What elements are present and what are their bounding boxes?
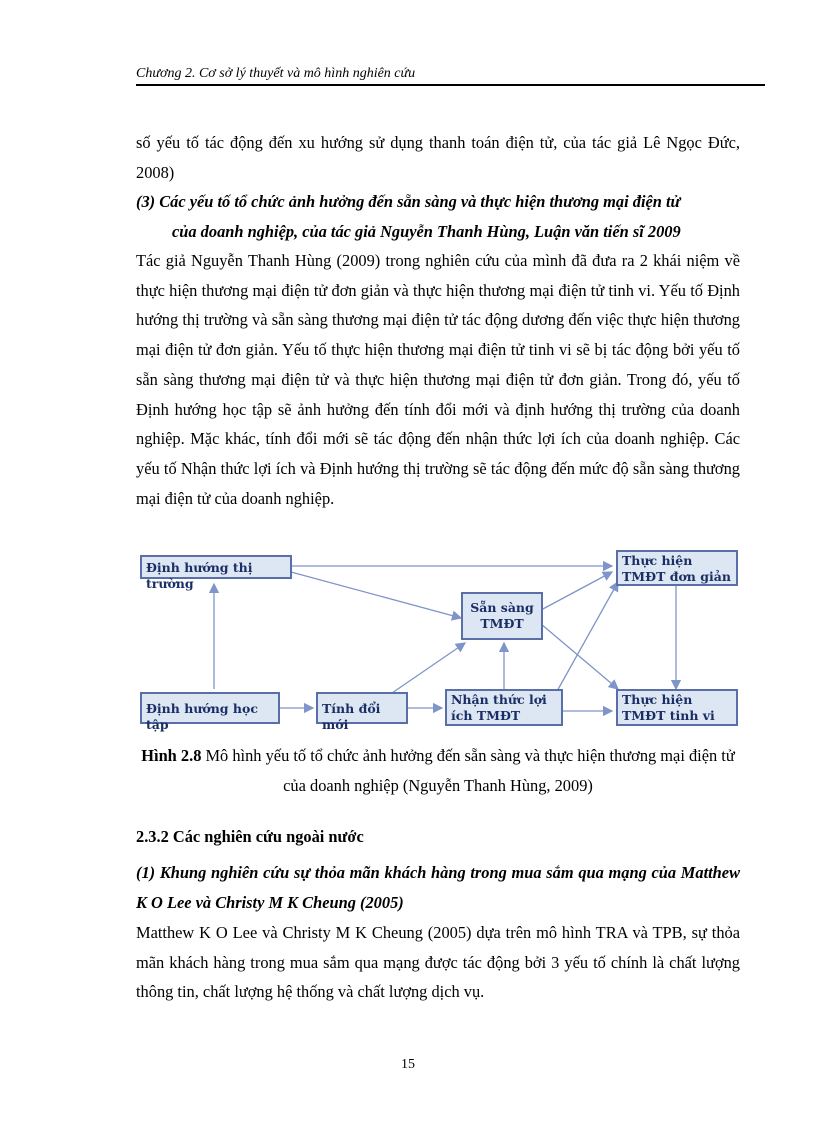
box-innovativeness [316,692,408,732]
box-simple-line1: Thực hiện [622,553,693,568]
box-learning-orientation [140,692,280,732]
box-market-orientation [140,555,292,591]
paragraph-intro: số yếu tố tác động đến xu hướng sử dụng thanh toán điện tử, của tác giả Lê Ngọc Đức, 2008) [136,133,740,182]
arrow-market-to-readiness [291,572,461,618]
page-number: 15 [401,1057,415,1072]
section-heading: 2.3.2 Các nghiên cứu ngoài nước [136,827,364,846]
paragraph-lee-cheung: Matthew K O Lee và Christy M K Cheung (2005) dựa trên mô hình TRA và TPB, sự thỏa mãn khách hàng trong mua sắm qua mạng được tác động bởi 3 yếu tố chính là chất lượng thông tin, chất lượng hệ thống và chất lượng dịch vụ. [136,923,740,1002]
arrow-innovation-to-readiness [392,643,465,693]
box-readiness [461,592,543,640]
box-simple-ecommerce [616,550,738,586]
box-readiness-line1: Sẵn sàng [470,600,534,615]
box-benefit-line1: Nhận thức lợi [451,692,547,707]
paragraph-main: Tác giả Nguyễn Thanh Hùng (2009) trong nghiên cứu của mình đã đưa ra 2 khái niệm về thực hiện thương mại điện tử đơn giản và thực hiện thương mại điện tử tinh vi. Yếu tố Định hướng thị trường và sẵn sàng thương mại điện tử tác động dương đến việc thực hiện thương mại điện tử đơn giản. Yếu tố thực hiện thương mại điện tử tinh vi sẽ bị tác động bởi yếu tố sẵn sàng thương mại điện tử và thực hiện thương mại điện tử đơn giản. Trong đó, yếu tố Định hướng học tập sẽ ảnh hưởng đến tính đổi mới và định hướng thị trường của doanh nghiệp. Mặc khác, tính đổi mới sẽ tác động đến nhận thức lợi ích của doanh nghiệp. Các yếu tố Nhận thức lợi ích và Định hướng thị trường sẽ tác động đến mức độ sẵn sàng thương mại điện tử của doanh nghiệp. [136,251,740,508]
subsection-heading-3 [136,187,746,246]
box-benefit-line2: ích TMĐT [451,708,521,723]
box-sophisticated-line2: TMĐT tinh vi [622,708,715,723]
figure-caption [136,741,740,800]
box-market-orientation-label: Định hướng thị trường [146,560,253,591]
running-header: Chương 2. Cơ sở lý thuyết và mô hình nghiên cứu [136,66,416,81]
figure-caption-label: Hình 2.8 [141,746,202,765]
figure-caption-text: Mô hình yếu tố tổ chức ảnh hưởng đến sẵn sàng và thực hiện thương mại điện tử của doanh nghiệp (Nguyễn Thanh Hùng, 2009) [201,746,735,795]
figure-diagram [136,548,740,730]
box-simple-line2: TMĐT đơn giản [622,569,731,584]
box-sophisticated-line1: Thực hiện [622,692,693,707]
arrow-readiness-to-simple [541,572,612,610]
box-sophisticated-ecommerce [616,689,738,726]
arrow-benefit-to-simple [556,582,618,693]
box-perceived-benefit [445,689,563,726]
header-rule [136,84,765,86]
subsection-heading-1: (1) Khung nghiên cứu sự thỏa mãn khách hàng trong mua sắm qua mạng của Matthew K O Lee và Christy M K Cheung (2005) [136,863,740,912]
box-readiness-line2: TMĐT [480,616,524,631]
heading-line-1: (3) Các yếu tố tổ chức ảnh hưởng đến sẵn sàng và thực hiện thương mại điện tử [136,192,681,211]
box-innovativeness-label: Tính đổi mới [322,701,381,732]
box-learning-orientation-label: Định hướng học tập [146,701,258,732]
heading-line-2: của doanh nghiệp, của tác giả Nguyễn Thanh Hùng, Luận văn tiến sĩ 2009 [172,221,681,241]
arrow-readiness-to-sophisticated [541,624,618,689]
